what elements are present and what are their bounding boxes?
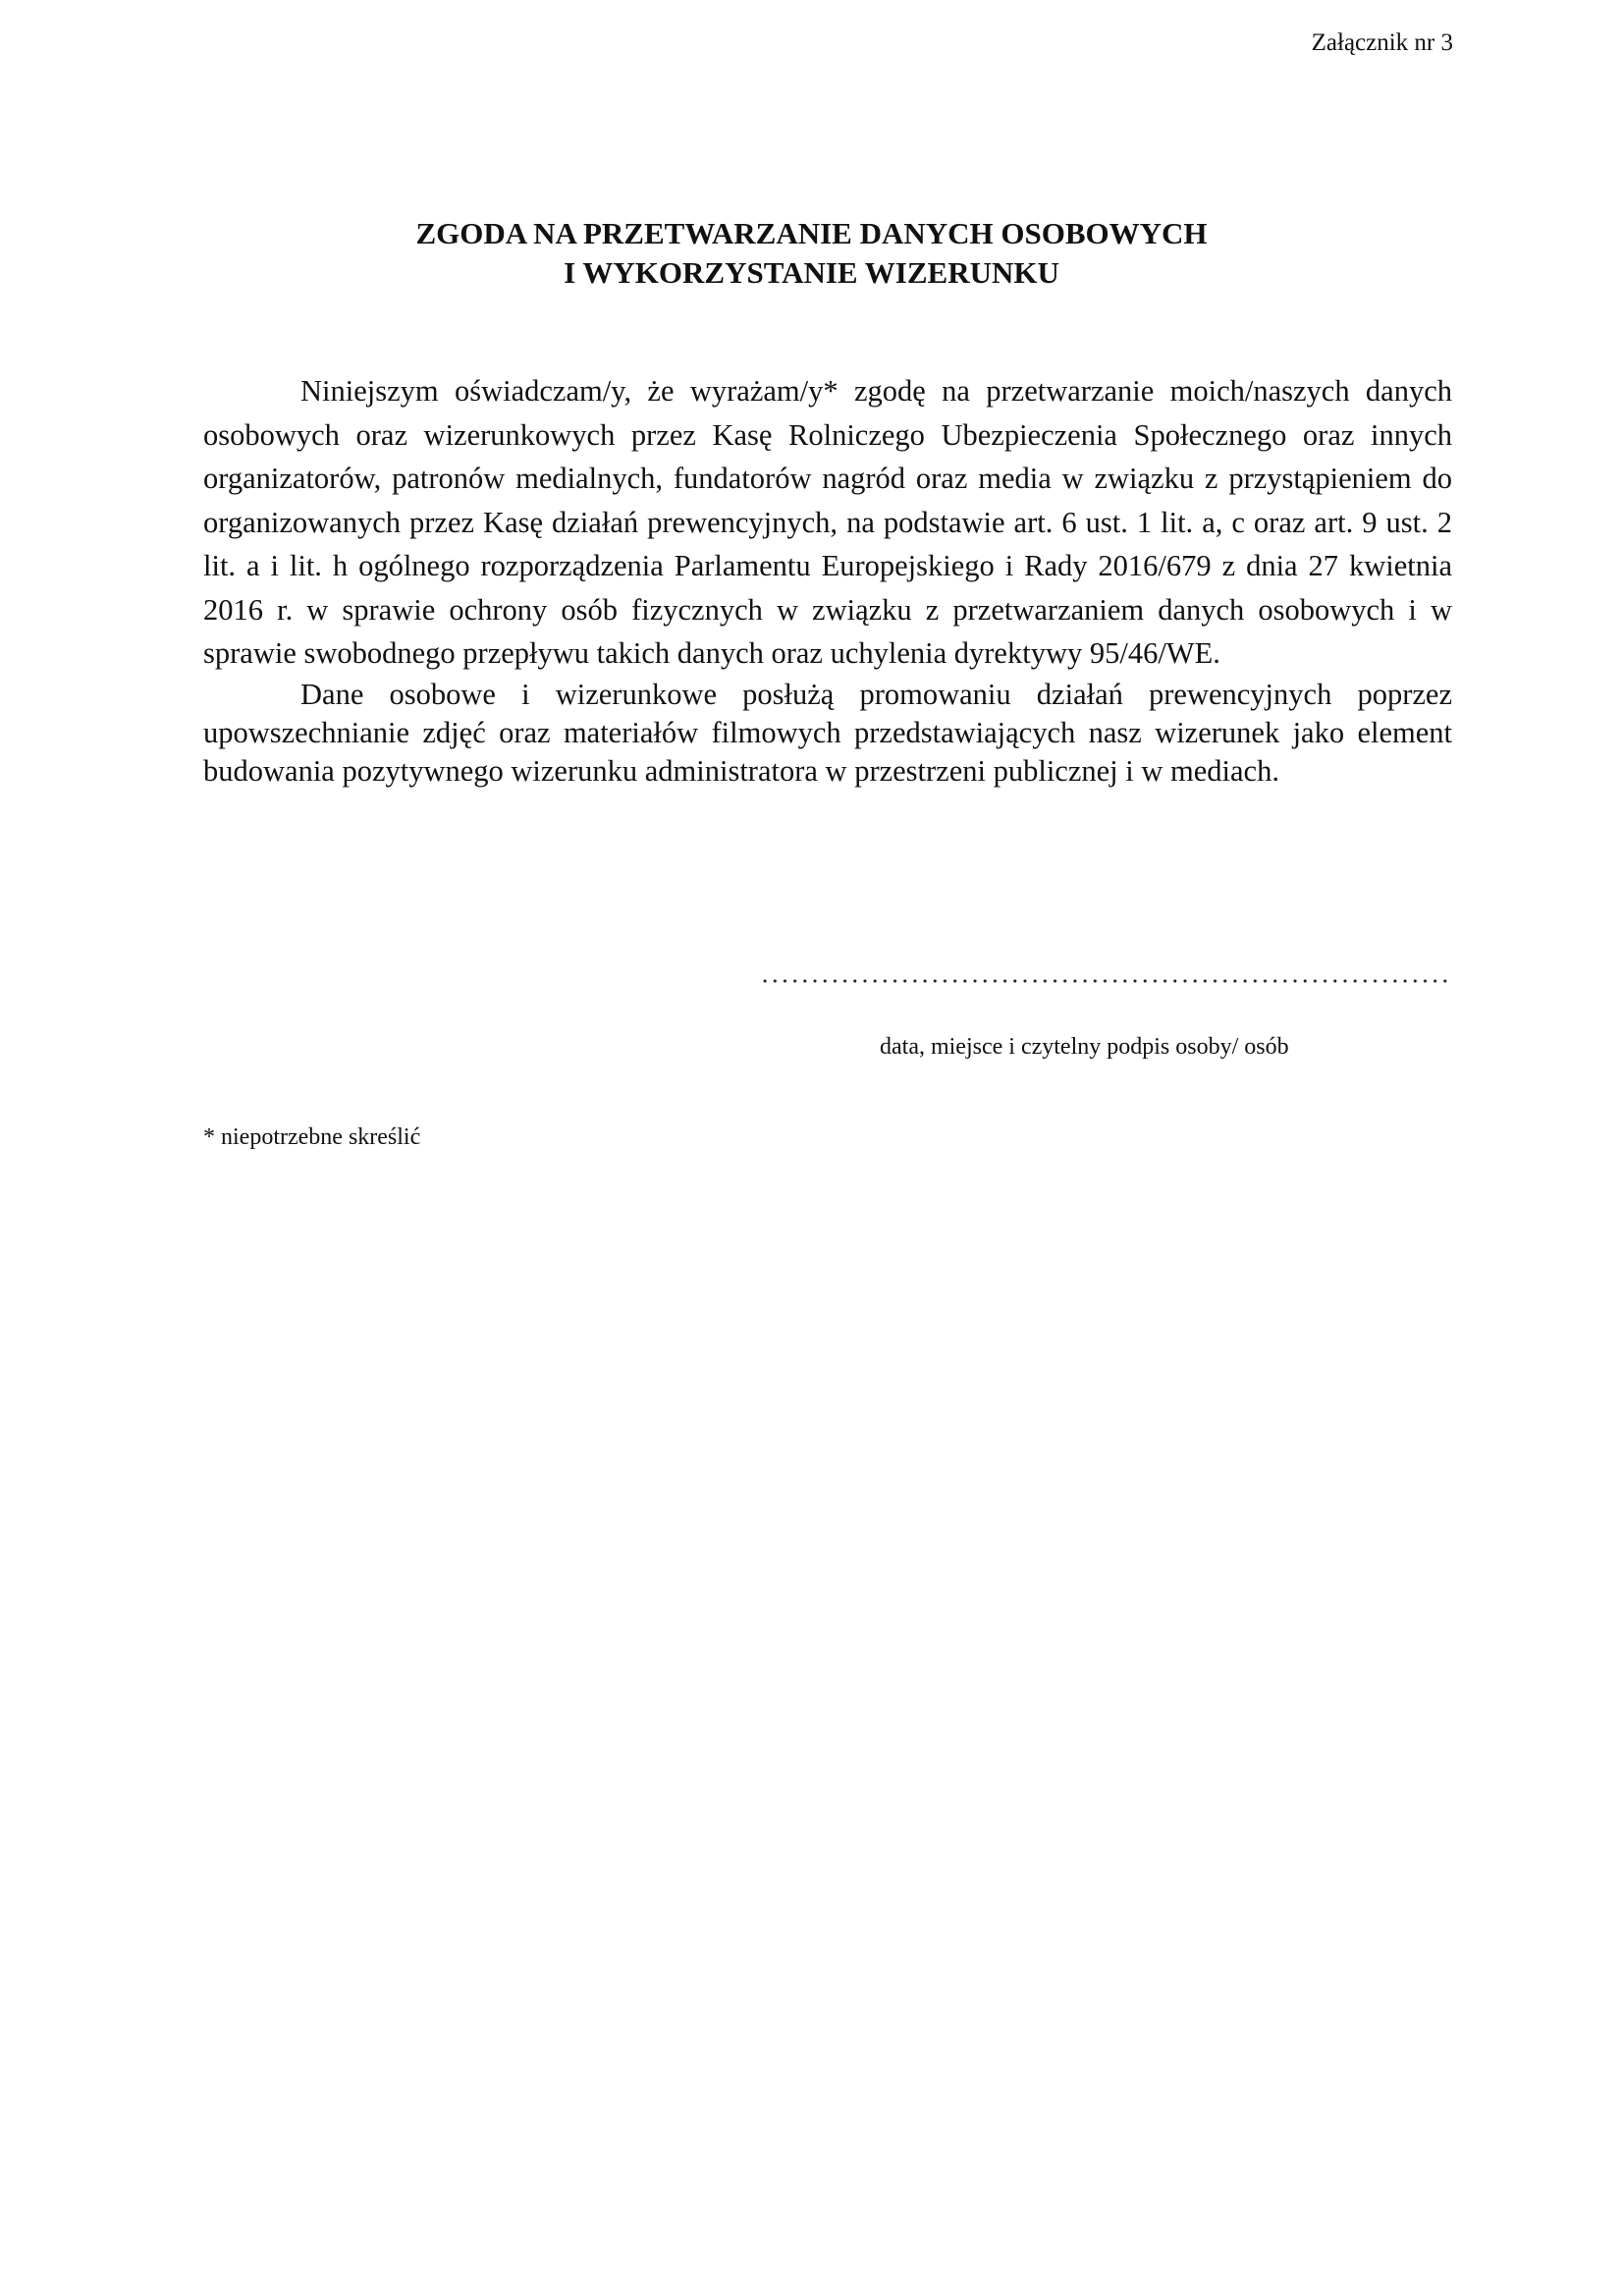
consent-paragraph-1: Niniejszym oświadczam/y, że wyrażam/y* zgodę na przetwarzanie moich/naszych danych osobowych oraz wizerunkowych przez Kasę Rolniczego Ubezpieczenia Społecznego oraz innych organizatorów, patronów medialnych, fundatorów nagród oraz media w związku z przystąpieniem do organizowanych przez Kasę działań prewencyjnych, na podstawie art. 6 ust. 1 lit. a, c oraz art. 9 ust. 2 lit. a i lit. h ogólnego rozporządzenia Parlamentu Europejskiego i Rady 2016/679 z dnia 27 kwietnia 2016 r. w sprawie ochrony osób fizycznych w związku z przetwarzaniem danych osobowych i w sprawie swobodnego przepływu takich danych oraz uchylenia dyrektywy 95/46/WE. [203,374,1452,670]
title-line-2: I WYKORZYSTANIE WIZERUNKU [564,255,1059,290]
footnote: * niepotrzebne skreślić [203,1124,421,1150]
consent-body [203,369,1452,791]
document-title [0,214,1623,293]
signature-caption: data, miejsce i czytelny podpis osoby/ osób [880,1034,1289,1060]
signature-line [760,978,1453,984]
consent-paragraph-2: Dane osobowe i wizerunkowe posłużą promowaniu działań prewencyjnych poprzez upowszechnianie zdjęć oraz materiałów filmowych przedstawiających nasz wizerunek jako element budowania pozytywnego wizerunku administratora w przestrzeni publicznej i w mediach. [203,677,1452,788]
title-line-1: ZGODA NA PRZETWARZANIE DANYCH OSOBOWYCH [415,216,1208,250]
attachment-label: Załącznik nr 3 [1311,29,1453,56]
